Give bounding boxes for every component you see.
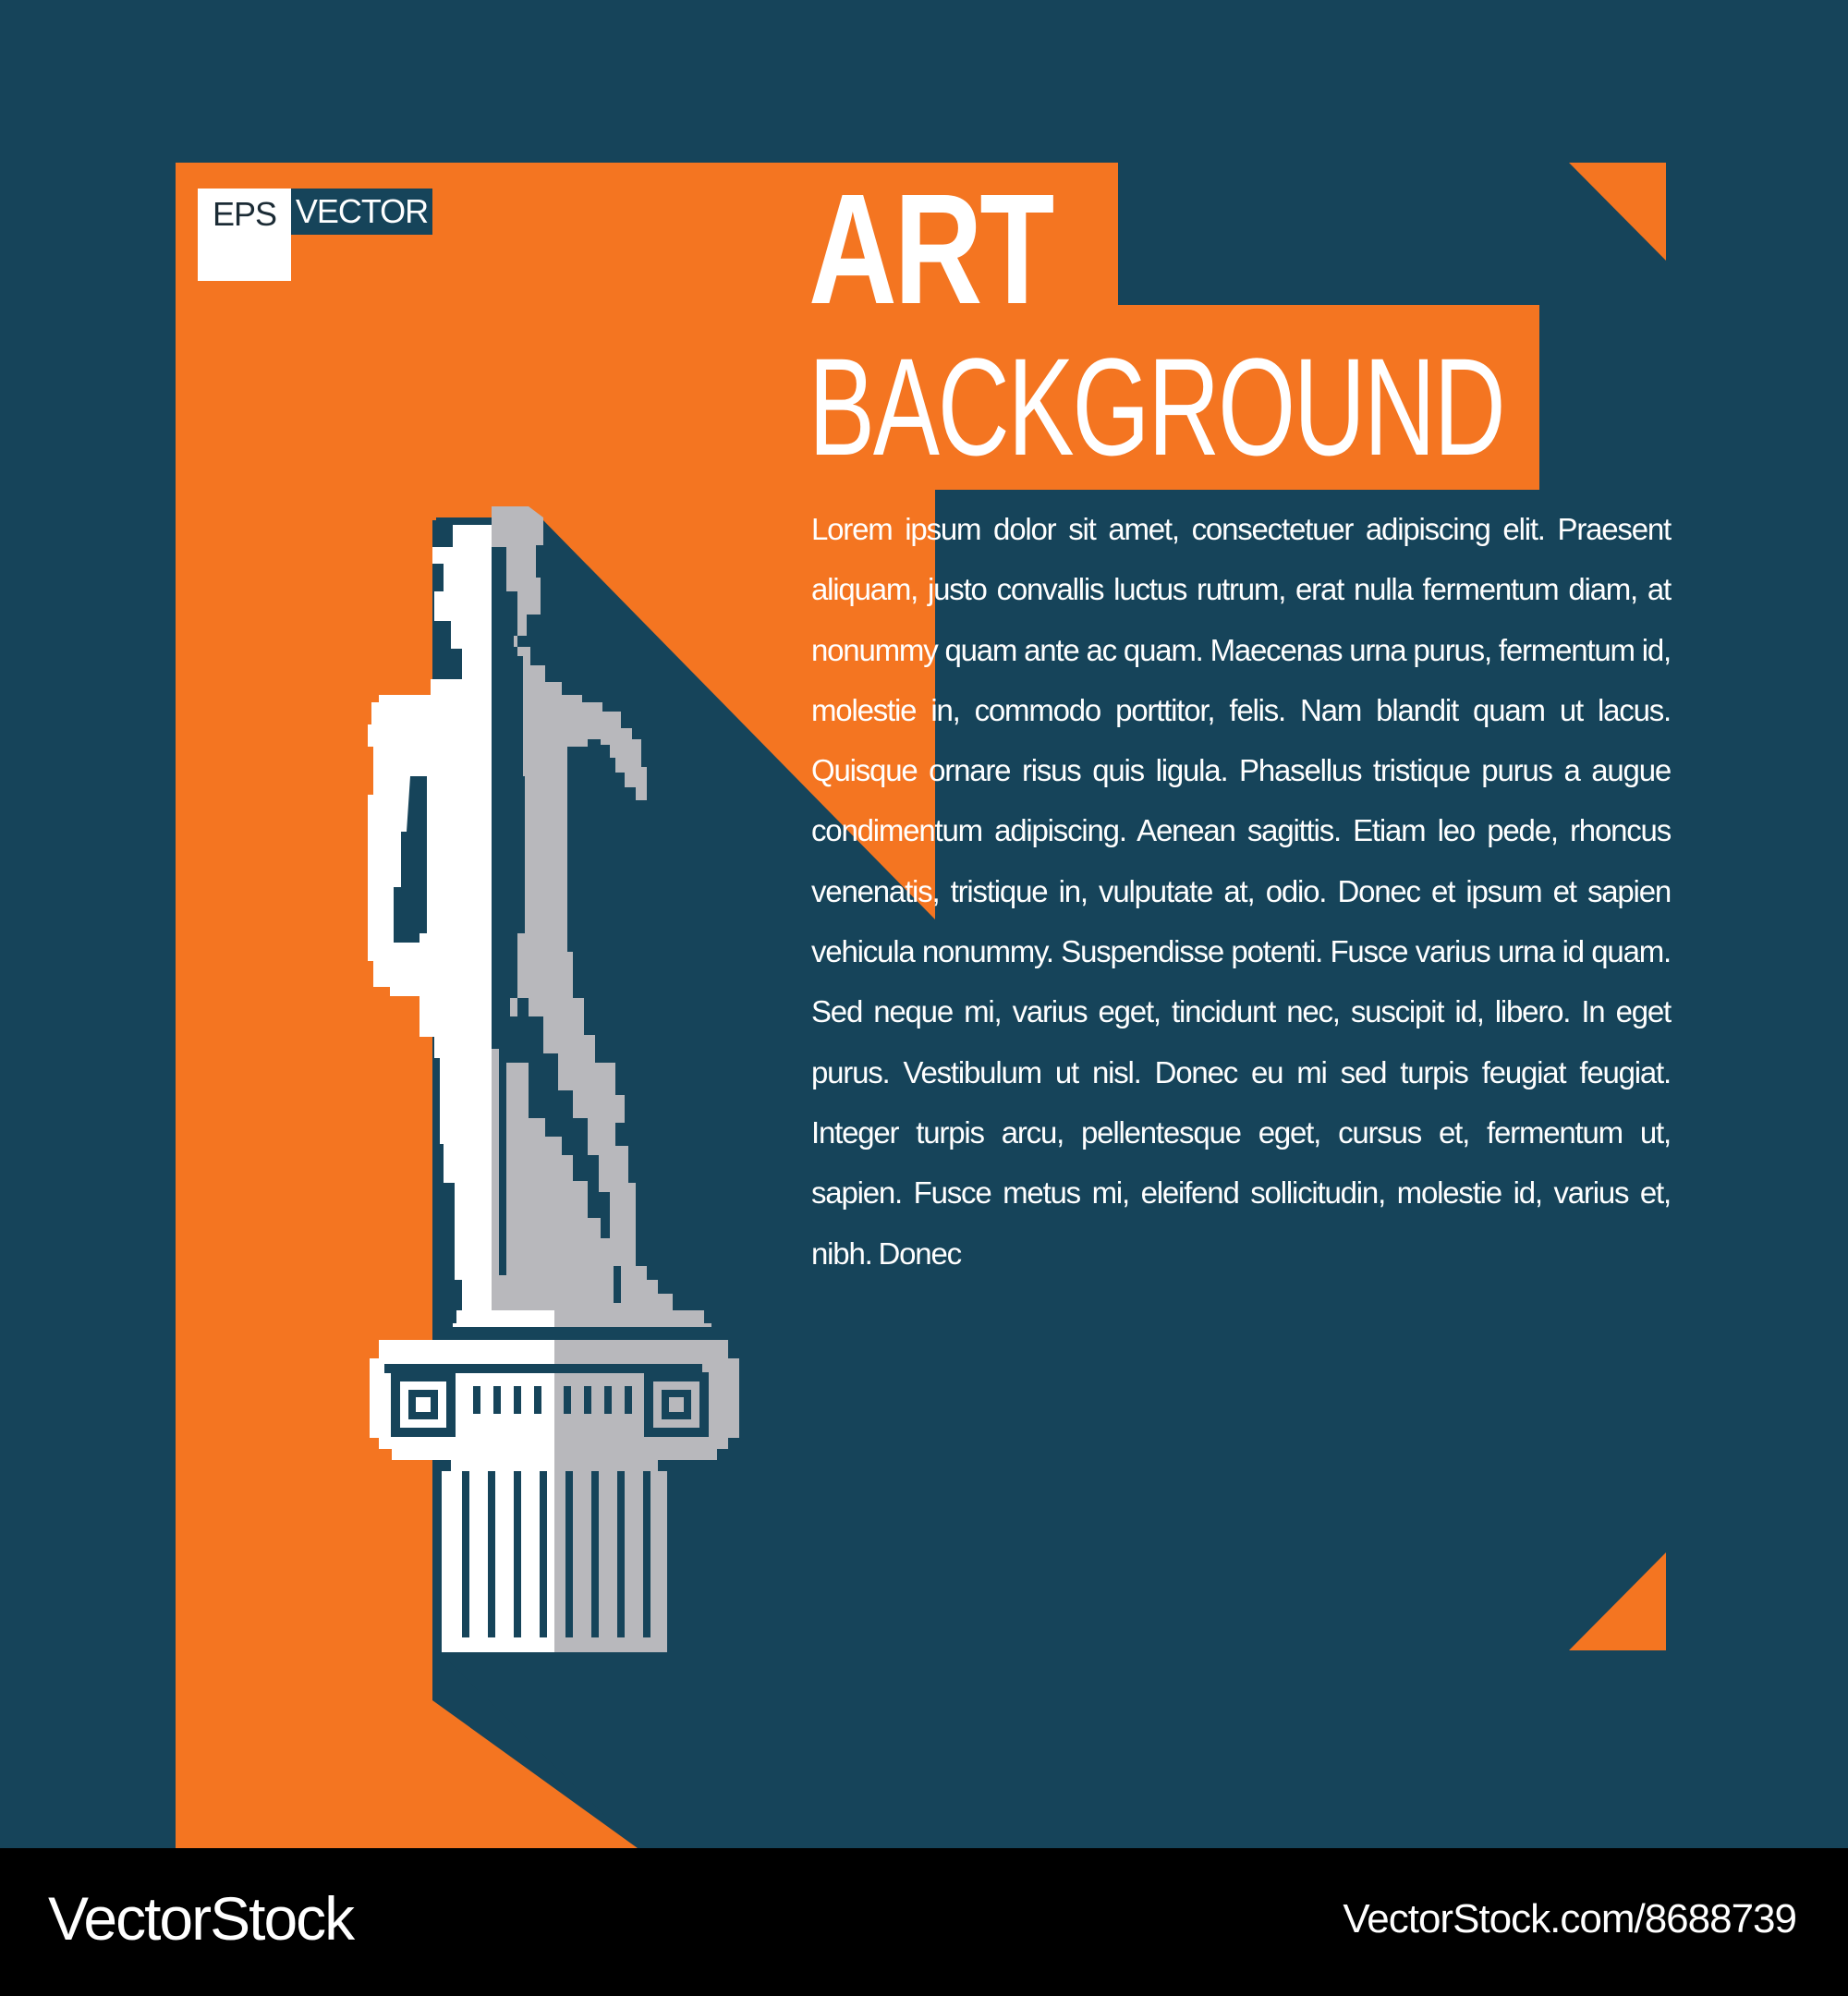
vector-badge: VECTOR: [291, 189, 432, 235]
corner-accent-top-right: [1569, 163, 1666, 261]
footer-bar: [0, 1848, 1848, 1996]
vectorstock-logo[interactable]: VectorStock: [48, 1884, 354, 1953]
corner-accent-bottom-right: [1569, 1552, 1666, 1650]
title-background: BACKGROUND: [808, 329, 1504, 484]
body-paragraph: Lorem ipsum dolor sit amet, consectetuer adipiscing elit. Praesent aliquam, justo convallis luctus rutrum, erat nulla fermentum diam, at nonummy quam ante ac quam. Maecenas urna purus, fermentum id, molestie in, commodo porttitor, felis. Nam blandit quam ut lacus. Quisque ornare risus quis ligula. Phasellus tristique purus a augue condimentum adipiscing. Aenean sagittis. Etiam leo pede, rhoncus venenatis, tristique in, vulputate at, odio. Donec et ipsum et sapien vehicula nonummy. Suspendisse potenti. Fusce varius urna id quam. Sed neque mi, varius eget, tincidunt nec, suscipit id, libero. In eget purus. Vestibulum ut nisl. Donec eu mi sed turpis feugiat feugiat. Integer turpis arcu, pellentesque eget, cursus et, fermentum ut, sapien. Fusce metus mi, eleifend sollicitudin, molestie id, varius et, nibh. Donec: [811, 512, 1671, 1271]
title-art: ART: [808, 162, 1052, 337]
image-url[interactable]: VectorStock.com/8688739: [1343, 1896, 1796, 1941]
eps-badge: EPS: [198, 189, 291, 281]
